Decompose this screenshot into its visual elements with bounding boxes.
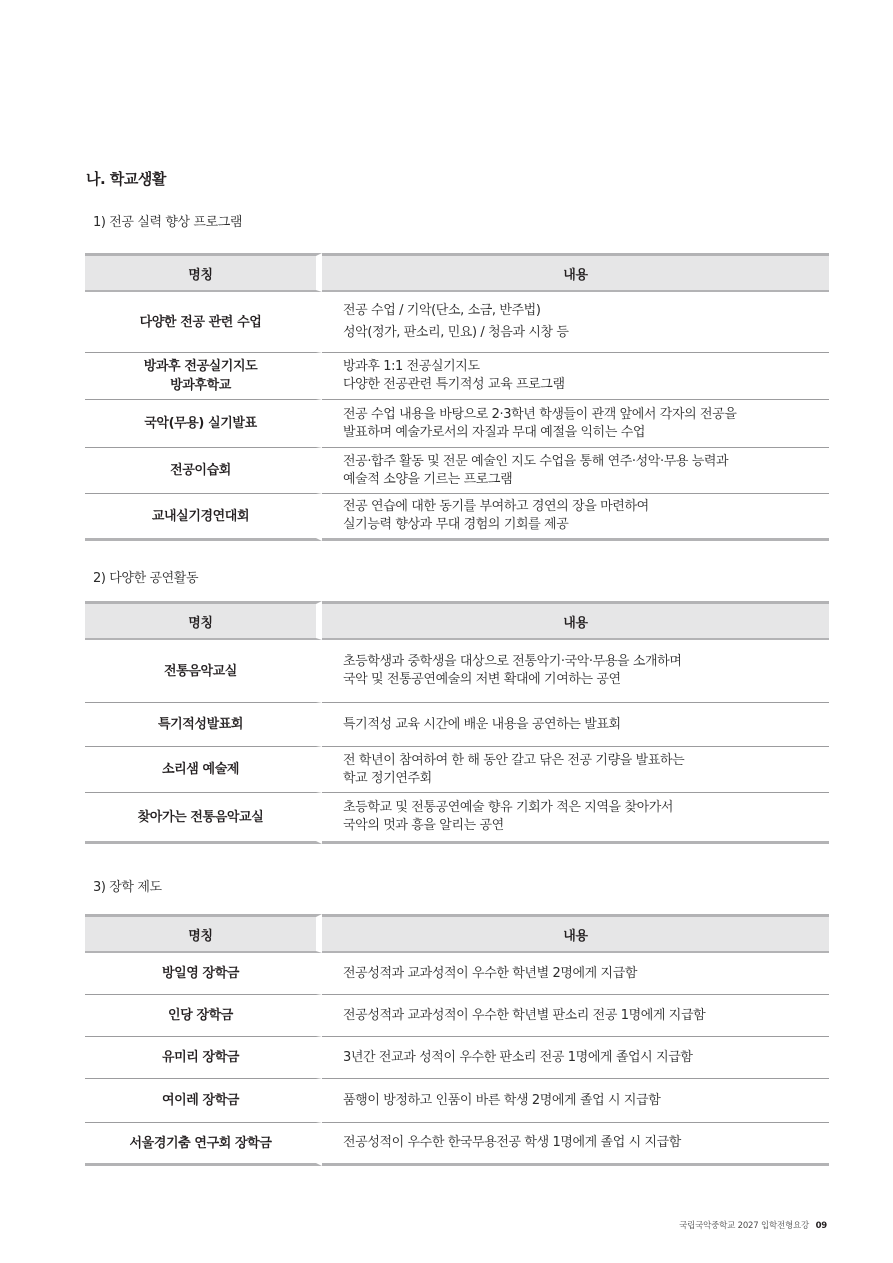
row-content-line: 전공·합주 활동 및 전문 예술인 지도 수업을 통해 연주·성악·무용 능력과 [343,453,729,469]
row-content-line: 학교 정기연주회 [343,770,432,786]
table-row [85,640,829,703]
column-header-name: 명칭 [85,253,322,292]
table-row [85,1123,829,1166]
row-name-line: 방과후학교 [170,378,231,393]
row-content-line: 특기적성 교육 시간에 배운 내용을 공연하는 발표회 [343,716,621,732]
row-name [85,747,322,793]
row-name [85,448,322,494]
row-content-line: 실기능력 향상과 무대 경험의 기회를 제공 [343,517,569,532]
row-name [85,703,322,747]
column-header-name: 명칭 [85,914,322,953]
row-content-line: 발표하며 예술가로서의 자질과 무대 예절을 익히는 수업 [343,424,646,440]
row-content-line: 국악 및 전통공연예술의 저변 확대에 기여하는 공연 [343,672,621,687]
row-content [322,1037,829,1079]
row-content-line: 다양한 전공관련 특기적성 교육 프로그램 [343,377,565,392]
table-header-row [85,253,829,292]
page-title: 나. 학교생활 [86,170,166,188]
row-content-line: 전공성적과 교과성적이 우수한 학년별 판소리 전공 1명에게 지급함 [343,1007,706,1023]
row-name-line: 전공이습회 [170,463,231,478]
row-name-line: 교내실기경연대회 [151,508,250,524]
row-content [322,1123,829,1166]
column-header-content: 내용 [322,914,829,953]
row-content-line: 국악의 멋과 흥을 알리는 공연 [343,818,504,833]
row-content-line: 초등학생과 중학생을 대상으로 전통악기·국악·무용을 소개하며 [343,654,682,669]
table-header-row [85,601,829,640]
table-row [85,953,829,995]
table-row [85,292,829,353]
table-row [85,747,829,793]
row-name [85,353,322,400]
section-title-3: 3) 장학 제도 [93,880,162,895]
row-name-line: 국악(무용) 실기발표 [144,416,257,431]
program-table [85,253,829,541]
row-content-line: 전 학년이 참여하여 한 해 동안 갈고 닦은 전공 기량을 발표하는 [343,752,685,768]
row-content-line: 방과후 1:1 전공실기지도 [343,359,480,374]
table-row [85,793,829,844]
row-content [322,353,829,400]
row-content [322,747,829,793]
table-row [85,1037,829,1079]
row-content-line: 전공성적이 우수한 한국무용전공 학생 1명에게 졸업 시 지급함 [343,1135,681,1150]
footer-text: 국립국악중학교 2027 입학전형요강 [679,1221,810,1231]
table-row [85,995,829,1037]
row-content-line: 전공성적과 교과성적이 우수한 학년별 2명에게 지급함 [343,965,638,981]
section-title-2: 2) 다양한 공연활동 [93,571,199,586]
table-row [85,703,829,747]
row-name-line: 인당 장학금 [168,1008,233,1023]
row-name [85,953,322,995]
row-content [322,400,829,448]
scholarship-table [85,914,829,1166]
row-content-line: 성악(정가, 판소리, 민요) / 청음과 시창 등 [343,325,569,340]
table-row [85,400,829,448]
row-name-line: 여이레 장학금 [161,1093,240,1108]
row-name-line: 방과후 전공실기지도 [143,359,258,374]
row-name-line: 다양한 전공 관련 수업 [139,314,262,330]
row-name [85,1037,322,1079]
row-content [322,640,829,703]
performance-table [85,601,829,844]
row-name [85,494,322,541]
row-content [322,793,829,844]
row-content [322,292,829,353]
page-number: 09 [815,1221,827,1231]
table-header-row [85,914,829,953]
column-header-content: 내용 [322,601,829,640]
row-content-line: 3년간 전교과 성적이 우수한 판소리 전공 1명에게 졸업시 지급함 [343,1049,693,1065]
table-row [85,448,829,494]
table-row [85,1079,829,1123]
page-footer [679,1219,827,1231]
row-content-line: 예술적 소양을 기르는 프로그램 [343,471,513,487]
row-name-line: 특기적성발표회 [157,717,244,732]
column-header-name: 명칭 [85,601,322,640]
table-row [85,494,829,541]
row-name-line: 소리샘 예술제 [161,762,240,777]
row-name [85,640,322,703]
row-name [85,292,322,353]
row-name [85,793,322,844]
row-content [322,448,829,494]
row-name-line: 전통음악교실 [164,663,237,679]
row-name-line: 방일영 장학금 [161,966,240,981]
row-content-line: 전공 연습에 대한 동기를 부여하고 경연의 장을 마련하여 [343,499,649,514]
row-name [85,1079,322,1123]
row-content-line: 전공 수업 / 기악(단소, 소금, 반주법) [343,303,541,318]
row-content-line: 전공 수업 내용을 바탕으로 2·3학년 학생들이 관객 앞에서 각자의 전공을 [343,406,737,422]
row-content [322,953,829,995]
row-name [85,1123,322,1166]
row-content [322,703,829,747]
row-content [322,1079,829,1123]
row-name-line: 서울경기춤 연구회 장학금 [129,1135,272,1151]
row-content-line: 품행이 방정하고 인품이 바른 학생 2명에게 졸업 시 지급함 [343,1092,661,1108]
table-row [85,353,829,400]
row-content-line: 초등학교 및 전통공연예술 향유 기회가 적은 지역을 찾아가서 [343,800,674,815]
row-name-line: 유미리 장학금 [161,1050,240,1065]
row-content [322,995,829,1037]
row-content [322,494,829,541]
row-name [85,400,322,448]
row-name [85,995,322,1037]
column-header-content: 내용 [322,253,829,292]
row-name-line: 찾아가는 전통음악교실 [137,809,264,825]
section-title-1: 1) 전공 실력 향상 프로그램 [93,215,243,230]
